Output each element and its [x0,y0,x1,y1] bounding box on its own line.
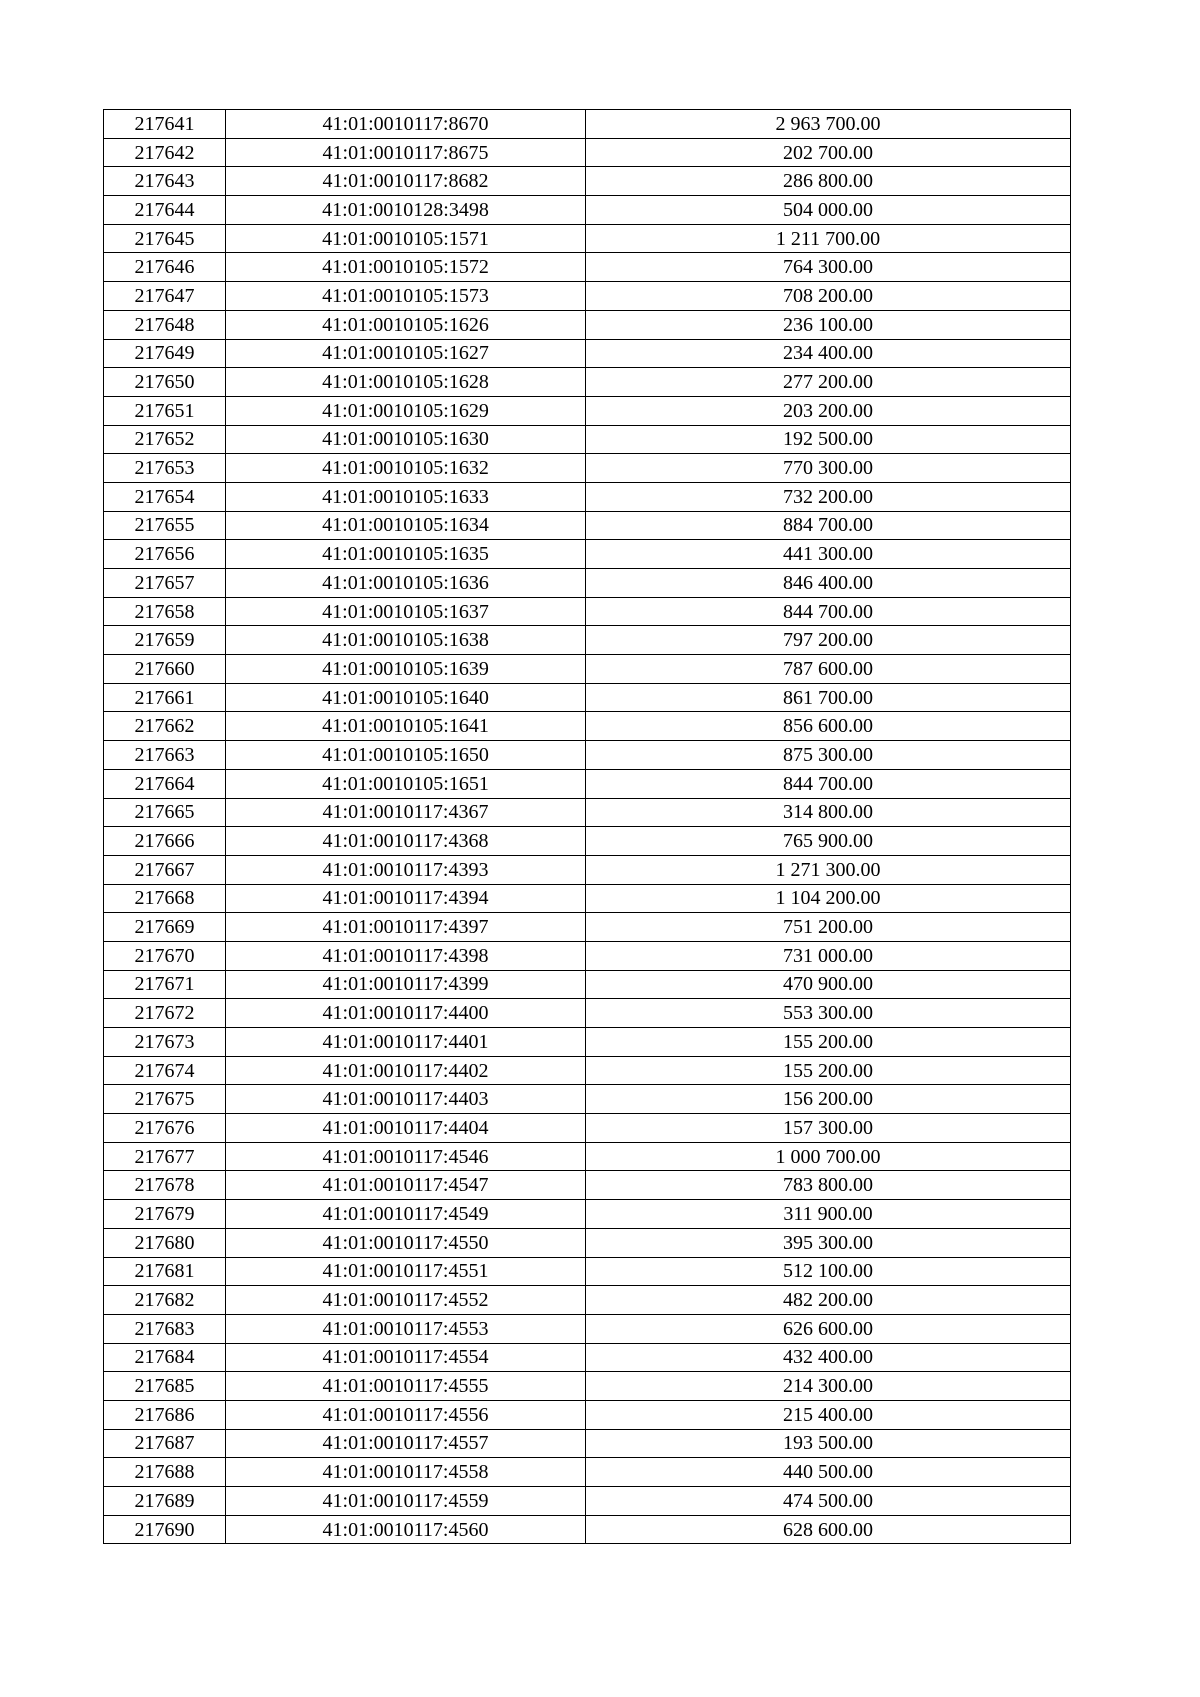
cadastral-number-cell: 41:01:0010105:1626 [226,310,586,339]
cadastral-number-cell: 41:01:0010105:1630 [226,425,586,454]
row-number-cell: 217658 [104,597,226,626]
row-number-cell: 217641 [104,110,226,139]
cadastral-number-cell: 41:01:0010117:4401 [226,1028,586,1057]
cadastral-number-cell: 41:01:0010105:1571 [226,224,586,253]
cadastral-number-cell: 41:01:0010105:1573 [226,282,586,311]
cadastral-value-cell: 732 200.00 [586,482,1071,511]
row-number-cell: 217646 [104,253,226,282]
cadastral-number-cell: 41:01:0010105:1640 [226,683,586,712]
cadastral-value-cell: 157 300.00 [586,1114,1071,1143]
row-number-cell: 217667 [104,855,226,884]
row-number-cell: 217690 [104,1515,226,1544]
table-row [104,597,1071,626]
cadastral-value-cell: 474 500.00 [586,1487,1071,1516]
cadastral-value-cell: 314 800.00 [586,798,1071,827]
table-row [104,1400,1071,1429]
table-row [104,683,1071,712]
cadastral-value-cell: 512 100.00 [586,1257,1071,1286]
row-number-cell: 217656 [104,540,226,569]
row-number-cell: 217686 [104,1400,226,1429]
cadastral-value-cell: 395 300.00 [586,1228,1071,1257]
cadastral-value-cell: 770 300.00 [586,454,1071,483]
cadastral-number-cell: 41:01:0010117:4403 [226,1085,586,1114]
row-number-cell: 217687 [104,1429,226,1458]
row-number-cell: 217650 [104,368,226,397]
cadastral-number-cell: 41:01:0010105:1639 [226,655,586,684]
cadastral-number-cell: 41:01:0010117:4368 [226,827,586,856]
table-row [104,1343,1071,1372]
row-number-cell: 217652 [104,425,226,454]
cadastral-value-cell: 202 700.00 [586,138,1071,167]
cadastral-value-cell: 156 200.00 [586,1085,1071,1114]
table-row [104,1028,1071,1057]
row-number-cell: 217651 [104,396,226,425]
table-row [104,798,1071,827]
table-row [104,1429,1071,1458]
cadastral-number-cell: 41:01:0010105:1628 [226,368,586,397]
table-row [104,999,1071,1028]
cadastral-number-cell: 41:01:0010105:1627 [226,339,586,368]
cadastral-value-cell: 192 500.00 [586,425,1071,454]
cadastral-number-cell: 41:01:0010117:4551 [226,1257,586,1286]
table-row [104,253,1071,282]
table-row [104,454,1071,483]
cadastral-value-cell: 155 200.00 [586,1028,1071,1057]
cadastral-value-cell: 797 200.00 [586,626,1071,655]
cadastral-value-cell: 440 500.00 [586,1458,1071,1487]
table-body [104,110,1071,1544]
table-row [104,1228,1071,1257]
cadastral-value-cell: 875 300.00 [586,741,1071,770]
cadastral-value-cell: 764 300.00 [586,253,1071,282]
table-row [104,110,1071,139]
row-number-cell: 217685 [104,1372,226,1401]
table-row [104,1257,1071,1286]
row-number-cell: 217654 [104,482,226,511]
cadastral-value-cell: 286 800.00 [586,167,1071,196]
cadastral-number-cell: 41:01:0010117:4550 [226,1228,586,1257]
table-row [104,1142,1071,1171]
row-number-cell: 217674 [104,1056,226,1085]
cadastral-number-cell: 41:01:0010105:1572 [226,253,586,282]
cadastral-number-cell: 41:01:0010117:4393 [226,855,586,884]
cadastral-number-cell: 41:01:0010105:1637 [226,597,586,626]
table-row [104,655,1071,684]
cadastral-number-cell: 41:01:0010117:4400 [226,999,586,1028]
cadastral-value-cell: 236 100.00 [586,310,1071,339]
row-number-cell: 217643 [104,167,226,196]
cadastral-number-cell: 41:01:0010117:4554 [226,1343,586,1372]
table-row [104,482,1071,511]
cadastral-value-cell: 504 000.00 [586,196,1071,225]
cadastral-number-cell: 41:01:0010117:8670 [226,110,586,139]
cadastral-number-cell: 41:01:0010117:4560 [226,1515,586,1544]
table-row [104,1056,1071,1085]
table-row [104,827,1071,856]
table-row [104,167,1071,196]
cadastral-number-cell: 41:01:0010105:1635 [226,540,586,569]
cadastral-number-cell: 41:01:0010117:4556 [226,1400,586,1429]
cadastral-value-cell: 1 211 700.00 [586,224,1071,253]
cadastral-number-cell: 41:01:0010117:4559 [226,1487,586,1516]
cadastral-value-cell: 234 400.00 [586,339,1071,368]
cadastral-value-cell: 470 900.00 [586,970,1071,999]
table-row [104,769,1071,798]
table-row [104,941,1071,970]
cadastral-value-cell: 2 963 700.00 [586,110,1071,139]
cadastral-number-cell: 41:01:0010128:3498 [226,196,586,225]
row-number-cell: 217670 [104,941,226,970]
row-number-cell: 217689 [104,1487,226,1516]
cadastral-number-cell: 41:01:0010105:1634 [226,511,586,540]
cadastral-number-cell: 41:01:0010105:1651 [226,769,586,798]
cadastral-number-cell: 41:01:0010117:4553 [226,1314,586,1343]
cadastral-value-cell: 751 200.00 [586,913,1071,942]
row-number-cell: 217642 [104,138,226,167]
row-number-cell: 217657 [104,569,226,598]
table-row [104,339,1071,368]
table-row [104,626,1071,655]
cadastral-number-cell: 41:01:0010105:1633 [226,482,586,511]
cadastral-value-cell: 708 200.00 [586,282,1071,311]
cadastral-value-cell: 215 400.00 [586,1400,1071,1429]
cadastral-number-cell: 41:01:0010105:1632 [226,454,586,483]
table-row [104,368,1071,397]
table-row [104,970,1071,999]
table-row [104,196,1071,225]
table-row [104,1515,1071,1544]
table-row [104,224,1071,253]
row-number-cell: 217669 [104,913,226,942]
cadastral-number-cell: 41:01:0010117:8675 [226,138,586,167]
cadastral-number-cell: 41:01:0010105:1638 [226,626,586,655]
cadastral-number-cell: 41:01:0010117:4399 [226,970,586,999]
cadastral-value-cell: 846 400.00 [586,569,1071,598]
cadastral-value-cell: 787 600.00 [586,655,1071,684]
cadastral-value-cell: 626 600.00 [586,1314,1071,1343]
cadastral-value-cell: 783 800.00 [586,1171,1071,1200]
table-row [104,396,1071,425]
table-row [104,1286,1071,1315]
row-number-cell: 217665 [104,798,226,827]
cadastral-value-cell: 155 200.00 [586,1056,1071,1085]
cadastral-value-cell: 482 200.00 [586,1286,1071,1315]
cadastral-number-cell: 41:01:0010117:4398 [226,941,586,970]
table-row [104,540,1071,569]
table-row [104,1171,1071,1200]
table-row [104,310,1071,339]
cadastral-number-cell: 41:01:0010117:4555 [226,1372,586,1401]
row-number-cell: 217655 [104,511,226,540]
cadastral-number-cell: 41:01:0010117:4404 [226,1114,586,1143]
cadastral-value-cell: 765 900.00 [586,827,1071,856]
cadastral-number-cell: 41:01:0010117:4557 [226,1429,586,1458]
row-number-cell: 217661 [104,683,226,712]
cadastral-number-cell: 41:01:0010117:8682 [226,167,586,196]
cadastral-number-cell: 41:01:0010117:4402 [226,1056,586,1085]
row-number-cell: 217668 [104,884,226,913]
cadastral-value-cell: 432 400.00 [586,1343,1071,1372]
cadastral-number-cell: 41:01:0010117:4547 [226,1171,586,1200]
cadastral-number-cell: 41:01:0010105:1636 [226,569,586,598]
cadastral-value-cell: 1 000 700.00 [586,1142,1071,1171]
row-number-cell: 217678 [104,1171,226,1200]
row-number-cell: 217644 [104,196,226,225]
cadastral-number-cell: 41:01:0010117:4549 [226,1200,586,1229]
table-row [104,1372,1071,1401]
table-row [104,138,1071,167]
row-number-cell: 217688 [104,1458,226,1487]
row-number-cell: 217660 [104,655,226,684]
cadastral-number-cell: 41:01:0010117:4397 [226,913,586,942]
table-row [104,1487,1071,1516]
row-number-cell: 217681 [104,1257,226,1286]
table-row [104,1458,1071,1487]
row-number-cell: 217673 [104,1028,226,1057]
row-number-cell: 217666 [104,827,226,856]
table-row [104,741,1071,770]
cadastral-number-cell: 41:01:0010117:4552 [226,1286,586,1315]
row-number-cell: 217662 [104,712,226,741]
cadastral-number-cell: 41:01:0010117:4558 [226,1458,586,1487]
row-number-cell: 217664 [104,769,226,798]
cadastral-number-cell: 41:01:0010105:1629 [226,396,586,425]
row-number-cell: 217647 [104,282,226,311]
table-row [104,712,1071,741]
cadastral-value-cell: 193 500.00 [586,1429,1071,1458]
row-number-cell: 217659 [104,626,226,655]
table-row [104,913,1071,942]
table-row [104,425,1071,454]
row-number-cell: 217672 [104,999,226,1028]
cadastral-value-cell: 884 700.00 [586,511,1071,540]
row-number-cell: 217679 [104,1200,226,1229]
row-number-cell: 217680 [104,1228,226,1257]
row-number-cell: 217648 [104,310,226,339]
table-row [104,569,1071,598]
table-row [104,282,1071,311]
cadastral-value-cell: 861 700.00 [586,683,1071,712]
cadastral-number-cell: 41:01:0010105:1641 [226,712,586,741]
cadastral-value-cell: 311 900.00 [586,1200,1071,1229]
table-row [104,855,1071,884]
cadastral-number-cell: 41:01:0010105:1650 [226,741,586,770]
cadastral-value-cell: 731 000.00 [586,941,1071,970]
row-number-cell: 217684 [104,1343,226,1372]
row-number-cell: 217682 [104,1286,226,1315]
table-row [104,1114,1071,1143]
cadastral-value-cell: 856 600.00 [586,712,1071,741]
row-number-cell: 217663 [104,741,226,770]
row-number-cell: 217676 [104,1114,226,1143]
cadastral-number-cell: 41:01:0010117:4394 [226,884,586,913]
cadastral-value-cell: 844 700.00 [586,769,1071,798]
cadastral-number-cell: 41:01:0010117:4546 [226,1142,586,1171]
row-number-cell: 217671 [104,970,226,999]
cadastral-value-cell: 553 300.00 [586,999,1071,1028]
row-number-cell: 217677 [104,1142,226,1171]
cadastral-value-cell: 277 200.00 [586,368,1071,397]
cadastral-value-table [103,109,1071,1544]
cadastral-value-cell: 1 104 200.00 [586,884,1071,913]
row-number-cell: 217675 [104,1085,226,1114]
cadastral-number-cell: 41:01:0010117:4367 [226,798,586,827]
table-row [104,511,1071,540]
row-number-cell: 217645 [104,224,226,253]
cadastral-value-cell: 203 200.00 [586,396,1071,425]
table-row [104,1314,1071,1343]
cadastral-value-cell: 844 700.00 [586,597,1071,626]
cadastral-value-cell: 441 300.00 [586,540,1071,569]
table-row [104,884,1071,913]
row-number-cell: 217649 [104,339,226,368]
table-row [104,1085,1071,1114]
cadastral-value-cell: 1 271 300.00 [586,855,1071,884]
row-number-cell: 217653 [104,454,226,483]
cadastral-value-cell: 628 600.00 [586,1515,1071,1544]
row-number-cell: 217683 [104,1314,226,1343]
table-row [104,1200,1071,1229]
cadastral-value-cell: 214 300.00 [586,1372,1071,1401]
